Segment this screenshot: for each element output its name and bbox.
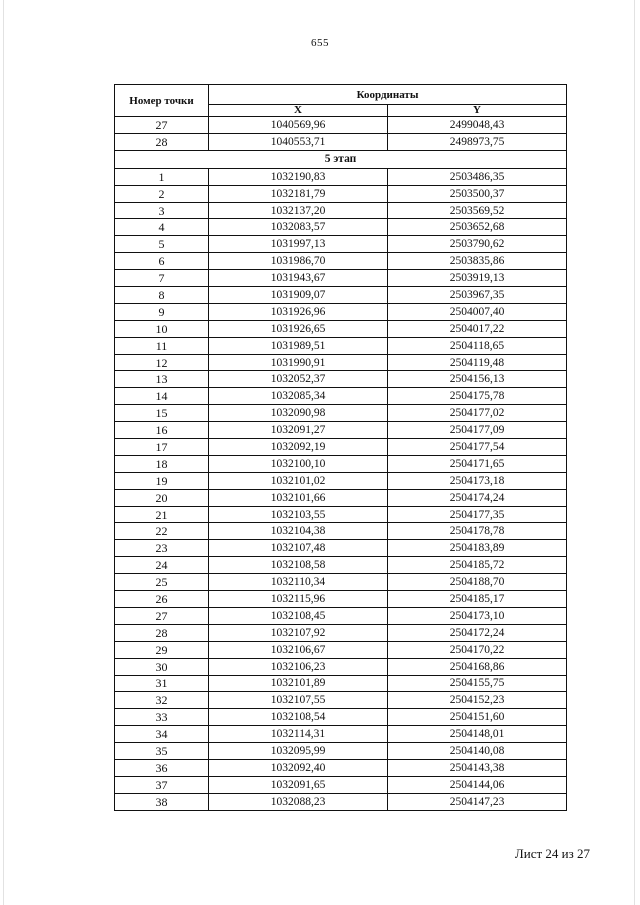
- stage-label: 5 этап: [115, 150, 567, 168]
- point-number-cell: 16: [115, 422, 209, 439]
- point-number-cell: 3: [115, 202, 209, 219]
- point-number-cell: 28: [115, 624, 209, 641]
- x-coordinate-cell: 1032101,89: [209, 675, 388, 692]
- y-coordinate-cell: 2504147,23: [388, 793, 567, 810]
- x-coordinate-cell: 1032108,58: [209, 557, 388, 574]
- x-coordinate-cell: 1032114,31: [209, 726, 388, 743]
- y-coordinate-cell: 2504173,18: [388, 472, 567, 489]
- y-coordinate-cell: 2504143,38: [388, 759, 567, 776]
- y-coordinate-cell: 2504183,89: [388, 540, 567, 557]
- point-number-cell: 20: [115, 489, 209, 506]
- table-row: [115, 337, 567, 354]
- left-scan-edge: [3, 0, 4, 905]
- table-row: [115, 675, 567, 692]
- x-coordinate-cell: 1031990,91: [209, 354, 388, 371]
- table-row: [115, 472, 567, 489]
- table-row: [115, 455, 567, 472]
- table-row: [115, 641, 567, 658]
- y-coordinate-cell: 2504177,54: [388, 439, 567, 456]
- point-number-cell: 29: [115, 641, 209, 658]
- x-coordinate-cell: 1032107,92: [209, 624, 388, 641]
- point-number-cell: 32: [115, 692, 209, 709]
- header-y: Y: [388, 105, 567, 117]
- x-coordinate-cell: 1031909,07: [209, 287, 388, 304]
- point-number-cell: 13: [115, 371, 209, 388]
- table-row: [115, 185, 567, 202]
- point-number-cell: 12: [115, 354, 209, 371]
- x-coordinate-cell: 1032092,19: [209, 439, 388, 456]
- y-coordinate-cell: 2503919,13: [388, 270, 567, 287]
- point-number-cell: 14: [115, 388, 209, 405]
- table-row: [115, 607, 567, 624]
- table-row: [115, 540, 567, 557]
- point-number-cell: 37: [115, 776, 209, 793]
- table-row: [115, 202, 567, 219]
- point-number-cell: 21: [115, 506, 209, 523]
- y-coordinate-cell: 2504173,10: [388, 607, 567, 624]
- y-coordinate-cell: 2504148,01: [388, 726, 567, 743]
- point-number-cell: 26: [115, 591, 209, 608]
- y-coordinate-cell: 2504174,24: [388, 489, 567, 506]
- stage-row: [115, 150, 567, 168]
- point-number-cell: 23: [115, 540, 209, 557]
- x-coordinate-cell: 1031943,67: [209, 270, 388, 287]
- y-coordinate-cell: 2504017,22: [388, 320, 567, 337]
- table-row: [115, 709, 567, 726]
- point-number-cell: 19: [115, 472, 209, 489]
- point-number-cell: 22: [115, 523, 209, 540]
- y-coordinate-cell: 2504119,48: [388, 354, 567, 371]
- table-row: [115, 320, 567, 337]
- x-coordinate-cell: 1031986,70: [209, 253, 388, 270]
- table-row: [115, 489, 567, 506]
- table-row: [115, 439, 567, 456]
- x-coordinate-cell: 1032091,27: [209, 422, 388, 439]
- x-coordinate-cell: 1032106,23: [209, 658, 388, 675]
- table-row: [115, 219, 567, 236]
- table-row: [115, 557, 567, 574]
- table-row: [115, 388, 567, 405]
- table-row: [115, 506, 567, 523]
- y-coordinate-cell: 2504188,70: [388, 574, 567, 591]
- point-number-cell: 27: [115, 607, 209, 624]
- table-body: [115, 117, 567, 811]
- y-coordinate-cell: 2503652,68: [388, 219, 567, 236]
- x-coordinate-cell: 1032104,38: [209, 523, 388, 540]
- point-number-cell: 30: [115, 658, 209, 675]
- y-coordinate-cell: 2504175,78: [388, 388, 567, 405]
- point-number-cell: 4: [115, 219, 209, 236]
- y-coordinate-cell: 2504185,17: [388, 591, 567, 608]
- header-coordinates: Координаты: [209, 85, 567, 105]
- y-coordinate-cell: 2504168,86: [388, 658, 567, 675]
- y-coordinate-cell: 2504152,23: [388, 692, 567, 709]
- y-coordinate-cell: 2503500,37: [388, 185, 567, 202]
- point-number-cell: 10: [115, 320, 209, 337]
- table-row: [115, 303, 567, 320]
- y-coordinate-cell: 2504177,09: [388, 422, 567, 439]
- table-row: [115, 168, 567, 185]
- point-number-cell: 24: [115, 557, 209, 574]
- y-coordinate-cell: 2504177,02: [388, 405, 567, 422]
- point-number-cell: 36: [115, 759, 209, 776]
- y-coordinate-cell: 2504185,72: [388, 557, 567, 574]
- point-number-cell: 18: [115, 455, 209, 472]
- x-coordinate-cell: 1032107,55: [209, 692, 388, 709]
- x-coordinate-cell: 1032052,37: [209, 371, 388, 388]
- x-coordinate-cell: 1032108,54: [209, 709, 388, 726]
- point-number-cell: 11: [115, 337, 209, 354]
- x-coordinate-cell: 1040569,96: [209, 117, 388, 134]
- y-coordinate-cell: 2503967,35: [388, 287, 567, 304]
- x-coordinate-cell: 1032190,83: [209, 168, 388, 185]
- table-row: [115, 574, 567, 591]
- x-coordinate-cell: 1032095,99: [209, 743, 388, 760]
- x-coordinate-cell: 1032137,20: [209, 202, 388, 219]
- header-point-number: Номер точки: [115, 85, 209, 117]
- x-coordinate-cell: 1040553,71: [209, 133, 388, 150]
- header-x: X: [209, 105, 388, 117]
- x-coordinate-cell: 1031997,13: [209, 236, 388, 253]
- point-number-cell: 7: [115, 270, 209, 287]
- x-coordinate-cell: 1032106,67: [209, 641, 388, 658]
- table-row: [115, 793, 567, 810]
- table-row: [115, 287, 567, 304]
- point-number-cell: 38: [115, 793, 209, 810]
- y-coordinate-cell: 2503790,62: [388, 236, 567, 253]
- y-coordinate-cell: 2504171,65: [388, 455, 567, 472]
- table-row: [115, 776, 567, 793]
- point-number-cell: 25: [115, 574, 209, 591]
- table-row: [115, 523, 567, 540]
- y-coordinate-cell: 2504178,78: [388, 523, 567, 540]
- y-coordinate-cell: 2503569,52: [388, 202, 567, 219]
- table-row: [115, 624, 567, 641]
- coordinates-table: [114, 84, 567, 811]
- point-number-cell: 5: [115, 236, 209, 253]
- table-row: [115, 726, 567, 743]
- y-coordinate-cell: 2504144,06: [388, 776, 567, 793]
- x-coordinate-cell: 1032110,34: [209, 574, 388, 591]
- x-coordinate-cell: 1032091,65: [209, 776, 388, 793]
- table-row: [115, 133, 567, 150]
- y-coordinate-cell: 2504155,75: [388, 675, 567, 692]
- point-number-cell: 1: [115, 168, 209, 185]
- point-number-cell: 28: [115, 133, 209, 150]
- point-number-cell: 2: [115, 185, 209, 202]
- point-number-cell: 6: [115, 253, 209, 270]
- x-coordinate-cell: 1032101,02: [209, 472, 388, 489]
- y-coordinate-cell: 2504156,13: [388, 371, 567, 388]
- table-row: [115, 591, 567, 608]
- table-row: [115, 236, 567, 253]
- x-coordinate-cell: 1032100,10: [209, 455, 388, 472]
- x-coordinate-cell: 1032085,34: [209, 388, 388, 405]
- table-row: [115, 759, 567, 776]
- x-coordinate-cell: 1031926,65: [209, 320, 388, 337]
- table-row: [115, 371, 567, 388]
- table-row: [115, 743, 567, 760]
- table-row: [115, 253, 567, 270]
- x-coordinate-cell: 1032108,45: [209, 607, 388, 624]
- y-coordinate-cell: 2498973,75: [388, 133, 567, 150]
- point-number-cell: 33: [115, 709, 209, 726]
- y-coordinate-cell: 2504007,40: [388, 303, 567, 320]
- point-number-cell: 17: [115, 439, 209, 456]
- x-coordinate-cell: 1032088,23: [209, 793, 388, 810]
- point-number-cell: 15: [115, 405, 209, 422]
- point-number-cell: 35: [115, 743, 209, 760]
- point-number-cell: 9: [115, 303, 209, 320]
- table-row: [115, 405, 567, 422]
- x-coordinate-cell: 1032103,55: [209, 506, 388, 523]
- x-coordinate-cell: 1032181,79: [209, 185, 388, 202]
- table-row: [115, 117, 567, 134]
- point-number-cell: 31: [115, 675, 209, 692]
- y-coordinate-cell: 2504118,65: [388, 337, 567, 354]
- y-coordinate-cell: 2504177,35: [388, 506, 567, 523]
- y-coordinate-cell: 2504172,24: [388, 624, 567, 641]
- x-coordinate-cell: 1031989,51: [209, 337, 388, 354]
- y-coordinate-cell: 2503486,35: [388, 168, 567, 185]
- page-number: 655: [311, 37, 329, 49]
- table-row: [115, 692, 567, 709]
- y-coordinate-cell: 2499048,43: [388, 117, 567, 134]
- x-coordinate-cell: 1032115,96: [209, 591, 388, 608]
- x-coordinate-cell: 1032107,48: [209, 540, 388, 557]
- y-coordinate-cell: 2504170,22: [388, 641, 567, 658]
- table-row: [115, 270, 567, 287]
- table-row: [115, 354, 567, 371]
- point-number-cell: 27: [115, 117, 209, 134]
- y-coordinate-cell: 2504140,08: [388, 743, 567, 760]
- x-coordinate-cell: 1031926,96: [209, 303, 388, 320]
- x-coordinate-cell: 1032101,66: [209, 489, 388, 506]
- table-row: [115, 422, 567, 439]
- y-coordinate-cell: 2504151,60: [388, 709, 567, 726]
- x-coordinate-cell: 1032092,40: [209, 759, 388, 776]
- point-number-cell: 34: [115, 726, 209, 743]
- sheet-footer: Лист 24 из 27: [514, 846, 590, 861]
- point-number-cell: 8: [115, 287, 209, 304]
- right-scan-edge: [634, 0, 635, 905]
- y-coordinate-cell: 2503835,86: [388, 253, 567, 270]
- x-coordinate-cell: 1032090,98: [209, 405, 388, 422]
- table-row: [115, 658, 567, 675]
- x-coordinate-cell: 1032083,57: [209, 219, 388, 236]
